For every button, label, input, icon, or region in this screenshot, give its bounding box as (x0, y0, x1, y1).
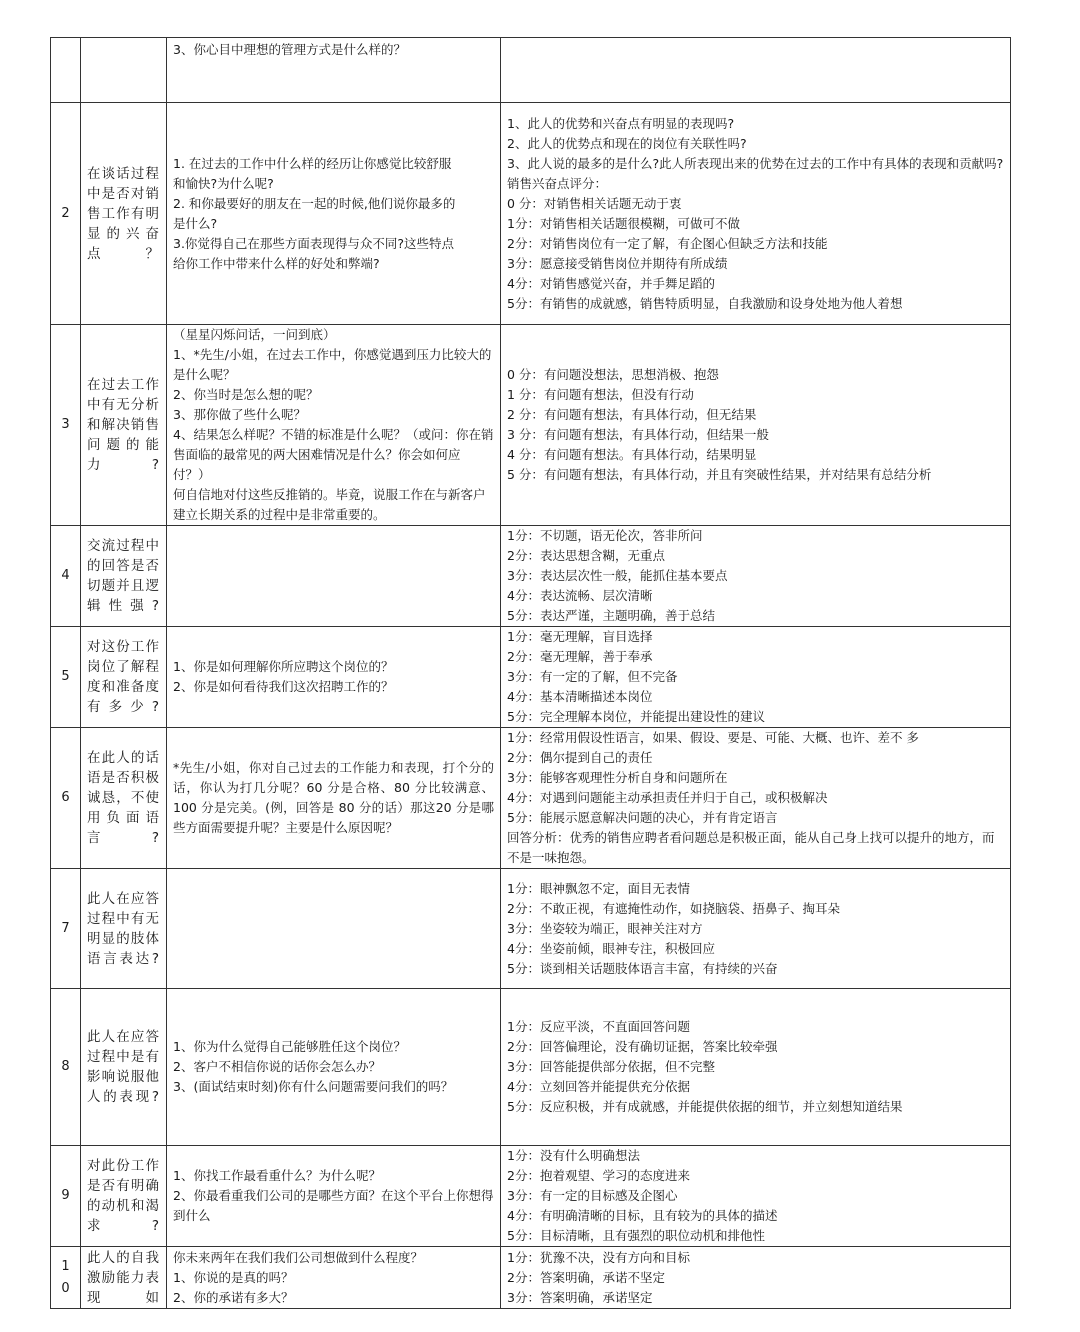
evaluation-dimension: 此人在应答过程中有无明显的肢体语言表达? (81, 869, 167, 989)
scoring-criteria (501, 38, 1011, 103)
row-number-text: 1 0 (61, 1258, 70, 1296)
interview-questions: 1、你为什么觉得自己能够胜任这个岗位？ 2、客户不相信你说的话你会怎么办？ 3、(面试结束时刻)你有什么问题需要问我们的吗？ (167, 989, 501, 1146)
scoring-criteria: 1分：毫无理解，盲目选择 2分：毫无理解，善于奉承 3分：有一定的了解，但不完备 4分：基本清晰描述本岗位 5分：完全理解本岗位，并能提出建设性的建议 (501, 627, 1011, 728)
interview-questions: 你未来两年在我们我们公司想做到什么程度？ 1、你说的是真的吗？ 2、你的承诺有多大？ (167, 1247, 501, 1309)
interview-questions: 1、你是如何理解你所应聘这个岗位的？ 2、你是如何看待我们这次招聘工作的？ (167, 627, 501, 728)
interview-questions: 1. 在过去的工作中什么样的经历让你感觉比较舒服 和愉快?为什么呢? 2. 和你最要好的朋友在一起的时候,他们说你最多的 是什么? 3.你觉得自己在那些方面表现得与众不同?这些特点 给你工作中带来什么样的好处和弊端? (167, 103, 501, 325)
scoring-criteria: 1分：反应平淡，不直面回答问题 2分：回答偏理论，没有确切证据，答案比较牵强 3分：回答能提供部分依据，但不完整 4分：立刻回答并能提供充分依据 5分：反应积极，并有成就感，并能提供依据的细节，并立刻想知道结果 (501, 989, 1011, 1146)
table-row (51, 728, 1011, 869)
row-number: 6 (51, 728, 81, 869)
row-number: 9 (51, 1146, 81, 1247)
interview-questions: *先生/小姐，你对自己过去的工作能力和表现，打个分的话，你认为打几分呢？60 分是合格、80 分比较满意、100 分是完美。(例，回答是 80 分的话）那这20 分是哪些方面需要提升呢？主要是什么原因呢？ (167, 728, 501, 869)
scoring-criteria: 1分：经常用假设性语言，如果、假设、要是、可能、大概、也许、差不 多 2分：偶尔提到自己的责任 3分：能够客观理性分析自身和问题所在 4分：对遇到问题能主动承担责任并归于自己，或积极解决 5分：能展示愿意解决问题的决心，并有肯定语言 回答分析：优秀的销售应聘者看问题总是积极正面，能从自己身上找可以提升的地方，而不是一味抱怨。 (501, 728, 1011, 869)
evaluation-dimension (81, 38, 167, 103)
interview-questions: 1、你找工作最看重什么？为什么呢？ 2、你最看重我们公司的是哪些方面？在这个平台上你想得到什么 (167, 1146, 501, 1247)
interview-questions (167, 869, 501, 989)
interview-questions: （星星闪烁问话，一问到底） 1、*先生/小姐，在过去工作中，你感觉遇到压力比较大的是什么呢？ 2、你当时是怎么想的呢？ 3、那你做了些什么呢？ 4、结果怎么样呢？不错的标准是什么呢？（或问：你在销售面临的最常见的两大困难情况是什么？你会如何应付？） 何自信地对付这些反推销的。毕竟，说服工作在与新客户建立长期关系的过程中是非常重要的。 (167, 325, 501, 526)
row-number (51, 38, 81, 103)
row-number: 2 (51, 103, 81, 325)
scoring-criteria: 1分：眼神飘忽不定，面目无表情 2分：不敢正视，有遮掩性动作，如挠脑袋、捂鼻子、掏耳朵 3分：坐姿较为端正，眼神关注对方 4分：坐姿前倾，眼神专注，积极回应 5分：谈到相关话题肢体语言丰富，有持续的兴奋 (501, 869, 1011, 989)
row-number: 5 (51, 627, 81, 728)
interview-evaluation-table (50, 37, 1011, 1309)
evaluation-dimension: 交流过程中的回答是否切题并且逻辑性强? (81, 526, 167, 627)
table-row (51, 1146, 1011, 1247)
table-row (51, 869, 1011, 989)
scoring-criteria: 1、此人的优势和兴奋点有明显的表现吗? 2、此人的优势点和现在的岗位有关联性吗? 3、此人说的最多的是什么?此人所表现出来的优势在过去的工作中有具体的表现和贡献吗? 销售兴奋点评分： 0 分：对销售相关话题无动于衷 1分：对销售相关话题很模糊，可做可不做 2分：对销售岗位有一定了解，有企图心但缺乏方法和技能 3分：愿意接受销售岗位并期待有所成绩 4分：对销售感觉兴奋，并手舞足蹈的 5分：有销售的成就感，销售特质明显，自我激励和设身处地为他人着想 (501, 103, 1011, 325)
table-row (51, 1247, 1011, 1309)
table-row (51, 325, 1011, 526)
row-number: 7 (51, 869, 81, 989)
interview-questions (167, 526, 501, 627)
scoring-criteria: 0 分：有问题没想法，思想消极、抱怨 1 分：有问题有想法，但没有行动 2 分：有问题有想法，有具体行动，但无结果 3 分：有问题有想法，有具体行动，但结果一般 4 分：有问题有想法。有具体行动，结果明显 5 分：有问题有想法，有具体行动，并且有突破性结果，并对结果有总结分析 (501, 325, 1011, 526)
evaluation-dimension: 在谈话过程中是否对销售工作有明显的兴奋点？ (81, 103, 167, 325)
row-number: 3 (51, 325, 81, 526)
row-number: 8 (51, 989, 81, 1146)
interview-questions: 3、你心目中理想的管理方式是什么样的？ (167, 38, 501, 103)
table-row (51, 526, 1011, 627)
evaluation-dimension: 对这份工作岗位了解程度和准备度有多少? (81, 627, 167, 728)
evaluation-dimension: 对此份工作是否有明确的动机和渴求? (81, 1146, 167, 1247)
evaluation-dimension: 在过去工作中有无分析和解决销售问题的能力? (81, 325, 167, 526)
table-row (51, 38, 1011, 103)
row-number: 4 (51, 526, 81, 627)
table-row (51, 103, 1011, 325)
scoring-criteria: 1分：不切题，语无伦次，答非所问 2分：表达思想含糊，无重点 3分：表达层次性一般，能抓住基本要点 4分：表达流畅、层次清晰 5分：表达严谨，主题明确，善于总结 (501, 526, 1011, 627)
table-row (51, 989, 1011, 1146)
scoring-criteria: 1分：没有什么明确想法 2分：抱着观望、学习的态度进来 3分：有一定的目标感及企图心 4分：有明确清晰的目标，且有较为的具体的描述 5分：目标清晰，且有强烈的职位动机和排他性 (501, 1146, 1011, 1247)
scoring-criteria: 1分：犹豫不决，没有方向和目标 2分：答案明确，承诺不坚定 3分：答案明确，承诺坚定 (501, 1247, 1011, 1309)
table-row (51, 627, 1011, 728)
row-number (51, 1247, 81, 1309)
evaluation-dimension: 在此人的话语是否积极诚恳，不使用负面语言? (81, 728, 167, 869)
evaluation-dimension: 此人在应答过程中是有影响说服他人的表现? (81, 989, 167, 1146)
evaluation-dimension: 此人的自我激励能力表现如 (81, 1247, 167, 1309)
